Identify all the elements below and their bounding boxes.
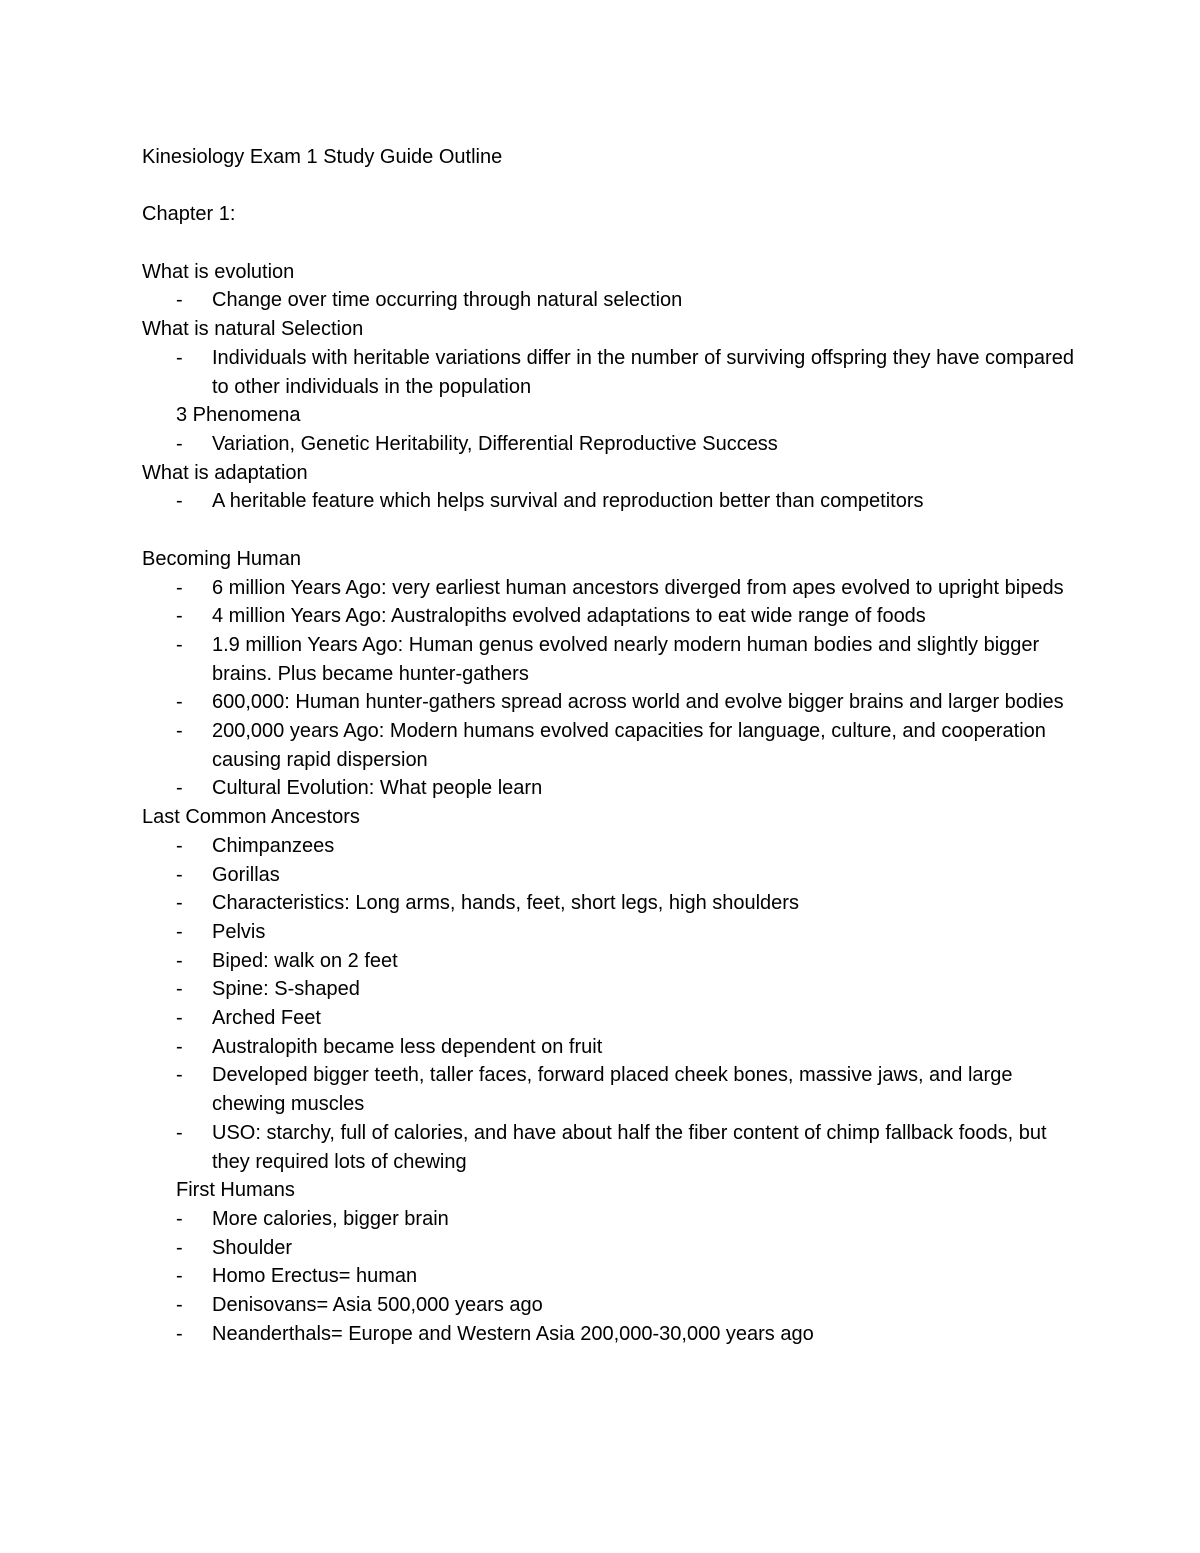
list-item: - Characteristics: Long arms, hands, feet, short legs, high shoulders	[142, 889, 1082, 918]
dash-bullet: -	[176, 1322, 183, 1345]
section-heading-becoming-human: Becoming Human	[142, 547, 301, 570]
dash-bullet: -	[176, 1265, 183, 1288]
list-item: - Denisovans= Asia 500,000 years ago	[142, 1291, 1082, 1320]
dash-bullet: -	[176, 490, 183, 513]
list-item: - Individuals with heritable variations differ in the number of surviving offspring they have compared to other individuals in the population	[142, 344, 1082, 401]
dash-bullet: -	[176, 834, 183, 857]
dash-bullet: -	[176, 978, 183, 1001]
section-heading-adaptation: What is adaptation	[142, 461, 308, 484]
dash-bullet: -	[176, 1207, 183, 1230]
list-item: - Neanderthals= Europe and Western Asia 200,000-30,000 years ago	[142, 1320, 1082, 1349]
list-item: - More calories, bigger brain	[142, 1205, 1082, 1234]
dash-bullet: -	[176, 346, 183, 369]
bullet-list-last-common-ancestors	[142, 832, 1082, 1176]
dash-bullet: -	[176, 1007, 183, 1030]
chapter-heading: Chapter 1:	[142, 203, 236, 226]
list-item: - Developed bigger teeth, taller faces, forward placed cheek bones, massive jaws, and large chewing muscles	[142, 1061, 1082, 1118]
blank-line	[142, 229, 1082, 258]
bullet-list-becoming-human	[142, 574, 1082, 804]
list-item: - Change over time occurring through natural selection	[142, 286, 1082, 315]
dash-bullet: -	[176, 1064, 183, 1087]
bullet-list-first-humans	[142, 1205, 1082, 1349]
dash-bullet: -	[176, 433, 183, 455]
list-item: - Arched Feet	[142, 1004, 1082, 1033]
dash-bullet: -	[176, 1035, 183, 1058]
list-item: - Shoulder	[142, 1234, 1082, 1263]
blank-line	[142, 516, 1082, 545]
dash-bullet: -	[176, 1294, 183, 1317]
document-title: Kinesiology Exam 1 Study Guide Outline	[142, 146, 503, 168]
dash-bullet: -	[176, 777, 183, 800]
section-heading-natural-selection: What is natural Selection	[142, 318, 364, 341]
dash-bullet: -	[176, 576, 183, 599]
list-item: - Spine: S-shaped	[142, 975, 1082, 1004]
list-item: - Homo Erectus= human	[142, 1262, 1082, 1291]
list-item: - Biped: walk on 2 feet	[142, 947, 1082, 976]
bullet-list-adaptation	[142, 487, 1082, 516]
section-heading-last-common-ancestors: Last Common Ancestors	[142, 806, 360, 829]
list-item: - A heritable feature which helps survival and reproduction better than competitors	[142, 487, 1082, 516]
list-item: - 600,000: Human hunter-gathers spread across world and evolve bigger brains and larger bodies	[142, 688, 1082, 717]
bullet-list-evolution	[142, 286, 1082, 315]
dash-bullet: -	[176, 892, 183, 915]
list-item: - USO: starchy, full of calories, and have about half the fiber content of chimp fallback foods, but they required lots of chewing	[142, 1119, 1082, 1176]
bullet-list-phenomena	[142, 430, 1082, 459]
list-item: - 1.9 million Years Ago: Human genus evolved nearly modern human bodies and slightly bigger brains. Plus became hunter-gathers	[142, 631, 1082, 688]
list-item: - Pelvis	[142, 918, 1082, 947]
dash-bullet: -	[176, 605, 183, 628]
dash-bullet: -	[176, 1121, 183, 1144]
dash-bullet: -	[176, 1236, 183, 1259]
section-heading-evolution: What is evolution	[142, 260, 295, 283]
dash-bullet: -	[176, 920, 183, 943]
list-item: - 200,000 years Ago: Modern humans evolved capacities for language, culture, and cooperation causing rapid dispersion	[142, 717, 1082, 774]
list-item: - 6 million Years Ago: very earliest human ancestors diverged from apes evolved to upright bipeds	[142, 574, 1082, 603]
list-item: - Australopith became less dependent on fruit	[142, 1033, 1082, 1062]
dash-bullet: -	[176, 691, 183, 714]
dash-bullet: -	[176, 949, 183, 972]
list-item: - Chimpanzees	[142, 832, 1082, 861]
dash-bullet: -	[176, 289, 183, 312]
dash-bullet: -	[176, 633, 183, 656]
blank-line	[142, 172, 1082, 201]
subheading-phenomena: 3 Phenomena	[176, 404, 301, 427]
list-item: - Variation, Genetic Heritability, Differential Reproductive Success	[142, 430, 1082, 459]
document-content	[142, 143, 1082, 1348]
list-item: - Cultural Evolution: What people learn	[142, 774, 1082, 803]
dash-bullet: -	[176, 720, 183, 743]
bullet-list-natural-selection	[142, 344, 1082, 401]
dash-bullet: -	[176, 863, 183, 886]
subheading-first-humans: First Humans	[176, 1179, 295, 1202]
list-item: - Gorillas	[142, 861, 1082, 890]
list-item: - 4 million Years Ago: Australopiths evolved adaptations to eat wide range of foods	[142, 602, 1082, 631]
